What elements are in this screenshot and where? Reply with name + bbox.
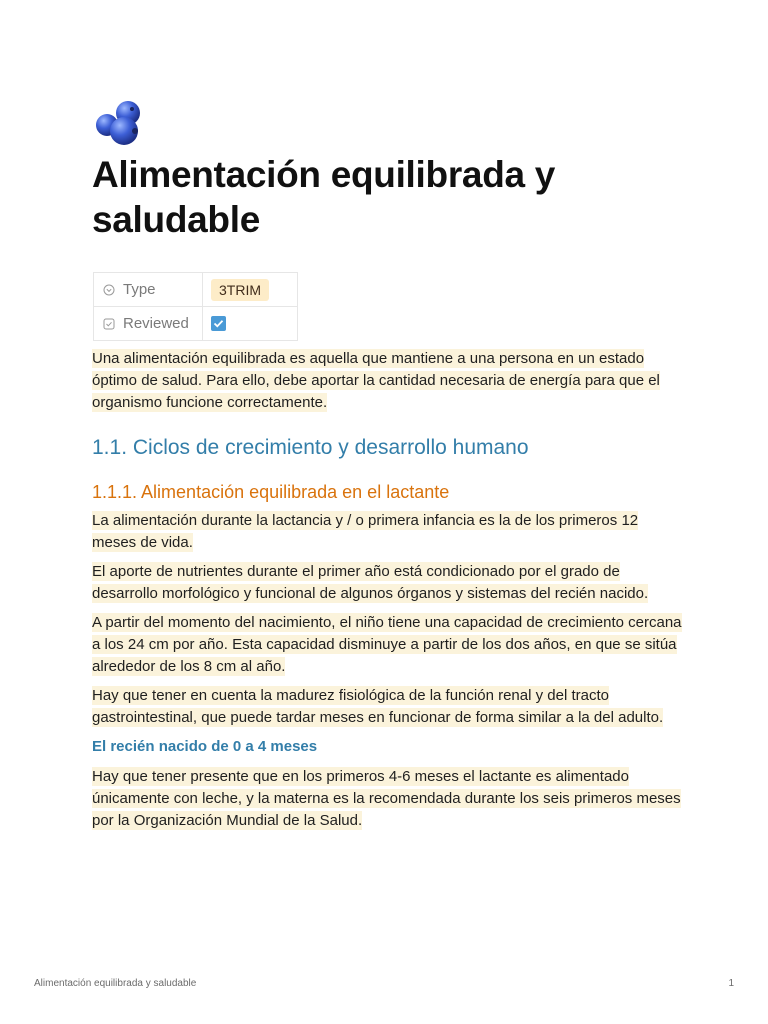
heading-ciclos: 1.1. Ciclos de crecimiento y desarrollo humano bbox=[92, 436, 529, 459]
heading-recien-nacido: El recién nacido de 0 a 4 meses bbox=[92, 738, 318, 755]
paragraph-leche: Hay que tener presente que en los primeros 4-6 meses el lactante es alimentado únicamente con leche, y la materna es la recomendada durante los seis primeros meses por la Organización Mundial de la Salud. bbox=[92, 768, 681, 829]
page-content bbox=[92, 348, 682, 832]
checkbox-property-icon bbox=[103, 318, 115, 330]
property-value-reviewed[interactable] bbox=[203, 307, 298, 341]
paragraph-madurez: Hay que tener en cuenta la madurez fisiológica de la función renal y del tracto gastrointestinal, que puede tardar meses en funcionar de forma similar a la del adulto. bbox=[92, 687, 664, 726]
paragraph-intro: Una alimentación equilibrada es aquella que mantiene a una persona en un estado óptimo de salud. Para ello, debe aportar la cantidad necesaria de energía para que el organismo funcione correctamente. bbox=[92, 350, 660, 411]
paragraph-crecimiento: A partir del momento del nacimiento, el niño tiene una capacidad de crecimiento cercana a los 24 cm por año. Esta capacidad disminuye a partir de los dos años, en que se sitúa alrededor de los 8 cm al año. bbox=[92, 614, 682, 675]
blueberries-icon bbox=[94, 98, 150, 148]
property-key-reviewed bbox=[94, 307, 203, 341]
properties-table bbox=[93, 272, 298, 341]
heading-lactante: 1.1.1. Alimentación equilibrada en el lactante bbox=[92, 482, 450, 502]
select-icon bbox=[103, 284, 115, 296]
reviewed-checkbox[interactable] bbox=[211, 316, 226, 331]
property-row-reviewed bbox=[94, 307, 298, 341]
property-key-type bbox=[94, 273, 203, 307]
paragraph-lactancia: La alimentación durante la lactancia y / o primera infancia es la de los primeros 12 meses de vida. bbox=[92, 512, 639, 551]
property-row-type bbox=[94, 273, 298, 307]
page-title: Alimentación equilibrada y saludable bbox=[92, 154, 556, 240]
type-tag[interactable]: 3TRIM bbox=[211, 279, 269, 301]
property-label: Reviewed bbox=[123, 315, 189, 332]
property-value-type[interactable] bbox=[203, 273, 298, 307]
footer-page-number: 1 bbox=[728, 978, 734, 989]
footer-title: Alimentación equilibrada y saludable bbox=[34, 978, 197, 989]
property-label: Type bbox=[123, 281, 156, 298]
paragraph-nutrientes: El aporte de nutrientes durante el primer año está condicionado por el grado de desarrollo morfológico y funcional de algunos órganos y sistemas del recién nacido. bbox=[92, 563, 649, 602]
